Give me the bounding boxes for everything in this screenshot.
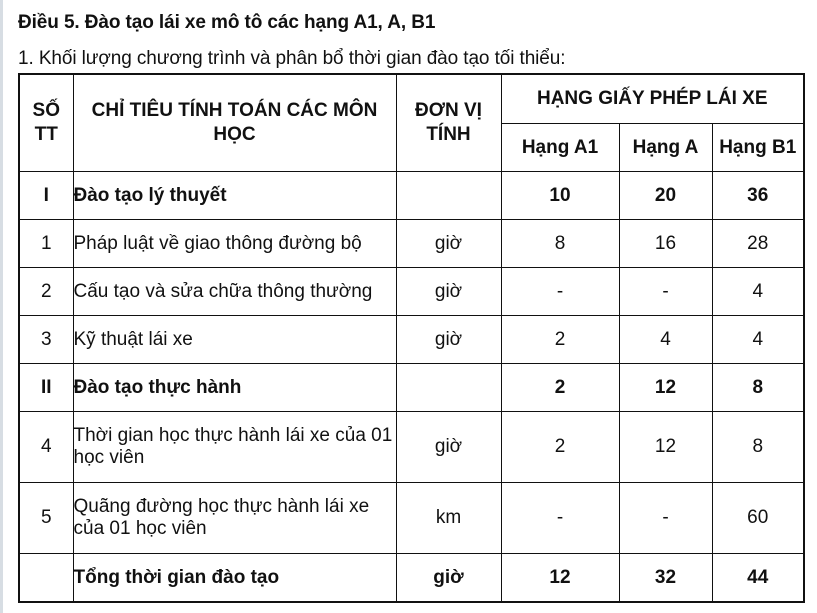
cell-a: 4	[619, 316, 712, 364]
cell-a: 12	[619, 412, 712, 483]
section-heading: 1. Khối lượng chương trình và phân bổ thời gian đào tạo tối thiểu:	[18, 48, 566, 69]
cell-subject: Đào tạo lý thuyết	[73, 172, 396, 220]
article-title: Điều 5. Đào tạo lái xe mô tô các hạng A1, A, B1	[18, 12, 436, 33]
table-row	[19, 483, 804, 554]
table-row-total	[19, 554, 804, 603]
table-row	[19, 316, 804, 364]
cell-subject: Đào tạo thực hành	[73, 364, 396, 412]
table-row-section-practice	[19, 364, 804, 412]
cell-b1: 4	[712, 316, 804, 364]
header-subject: CHỈ TIÊU TÍNH TOÁN CÁC MÔN HỌC	[73, 74, 396, 172]
header-class-a1: Hạng A1	[501, 124, 619, 172]
cell-stt: 1	[19, 220, 73, 268]
cell-stt: 3	[19, 316, 73, 364]
cell-stt: 2	[19, 268, 73, 316]
training-hours-table	[18, 73, 805, 603]
cell-stt: I	[19, 172, 73, 220]
cell-a: 12	[619, 364, 712, 412]
table-row	[19, 268, 804, 316]
cell-subject: Thời gian học thực hành lái xe của 01 học viên	[73, 412, 396, 483]
header-class-a: Hạng A	[619, 124, 712, 172]
cell-b1: 36	[712, 172, 804, 220]
cell-stt: 4	[19, 412, 73, 483]
cell-a1: 2	[501, 412, 619, 483]
cell-stt	[19, 554, 73, 603]
cell-unit: giờ	[396, 220, 501, 268]
table-row-section-theory	[19, 172, 804, 220]
cell-a: 32	[619, 554, 712, 603]
cell-unit: giờ	[396, 554, 501, 603]
cell-b1: 60	[712, 483, 804, 554]
cell-b1: 8	[712, 412, 804, 483]
header-stt: SỐ TT	[19, 74, 73, 172]
cell-b1: 8	[712, 364, 804, 412]
cell-a: 16	[619, 220, 712, 268]
cell-a1: -	[501, 268, 619, 316]
cell-a1: -	[501, 483, 619, 554]
cell-a: -	[619, 483, 712, 554]
header-unit: ĐƠN VỊ TÍNH	[396, 74, 501, 172]
cell-b1: 4	[712, 268, 804, 316]
cell-subject: Quãng đường học thực hành lái xe của 01 học viên	[73, 483, 396, 554]
cell-unit	[396, 172, 501, 220]
cell-b1: 28	[712, 220, 804, 268]
cell-subject: Kỹ thuật lái xe	[73, 316, 396, 364]
cell-subject: Pháp luật về giao thông đường bộ	[73, 220, 396, 268]
page-left-border	[0, 0, 3, 613]
cell-unit: giờ	[396, 412, 501, 483]
cell-a1: 10	[501, 172, 619, 220]
cell-a: 20	[619, 172, 712, 220]
cell-unit: giờ	[396, 268, 501, 316]
cell-a1: 8	[501, 220, 619, 268]
table-row	[19, 412, 804, 483]
cell-stt: 5	[19, 483, 73, 554]
cell-a: -	[619, 268, 712, 316]
table-row	[19, 220, 804, 268]
cell-b1: 44	[712, 554, 804, 603]
cell-stt: II	[19, 364, 73, 412]
header-license-group: HẠNG GIẤY PHÉP LÁI XE	[501, 74, 804, 124]
cell-a1: 2	[501, 364, 619, 412]
cell-unit: km	[396, 483, 501, 554]
cell-a1: 12	[501, 554, 619, 603]
cell-subject: Cấu tạo và sửa chữa thông thường	[73, 268, 396, 316]
cell-subject: Tổng thời gian đào tạo	[73, 554, 396, 603]
cell-unit: giờ	[396, 316, 501, 364]
header-class-b1: Hạng B1	[712, 124, 804, 172]
cell-a1: 2	[501, 316, 619, 364]
cell-unit	[396, 364, 501, 412]
